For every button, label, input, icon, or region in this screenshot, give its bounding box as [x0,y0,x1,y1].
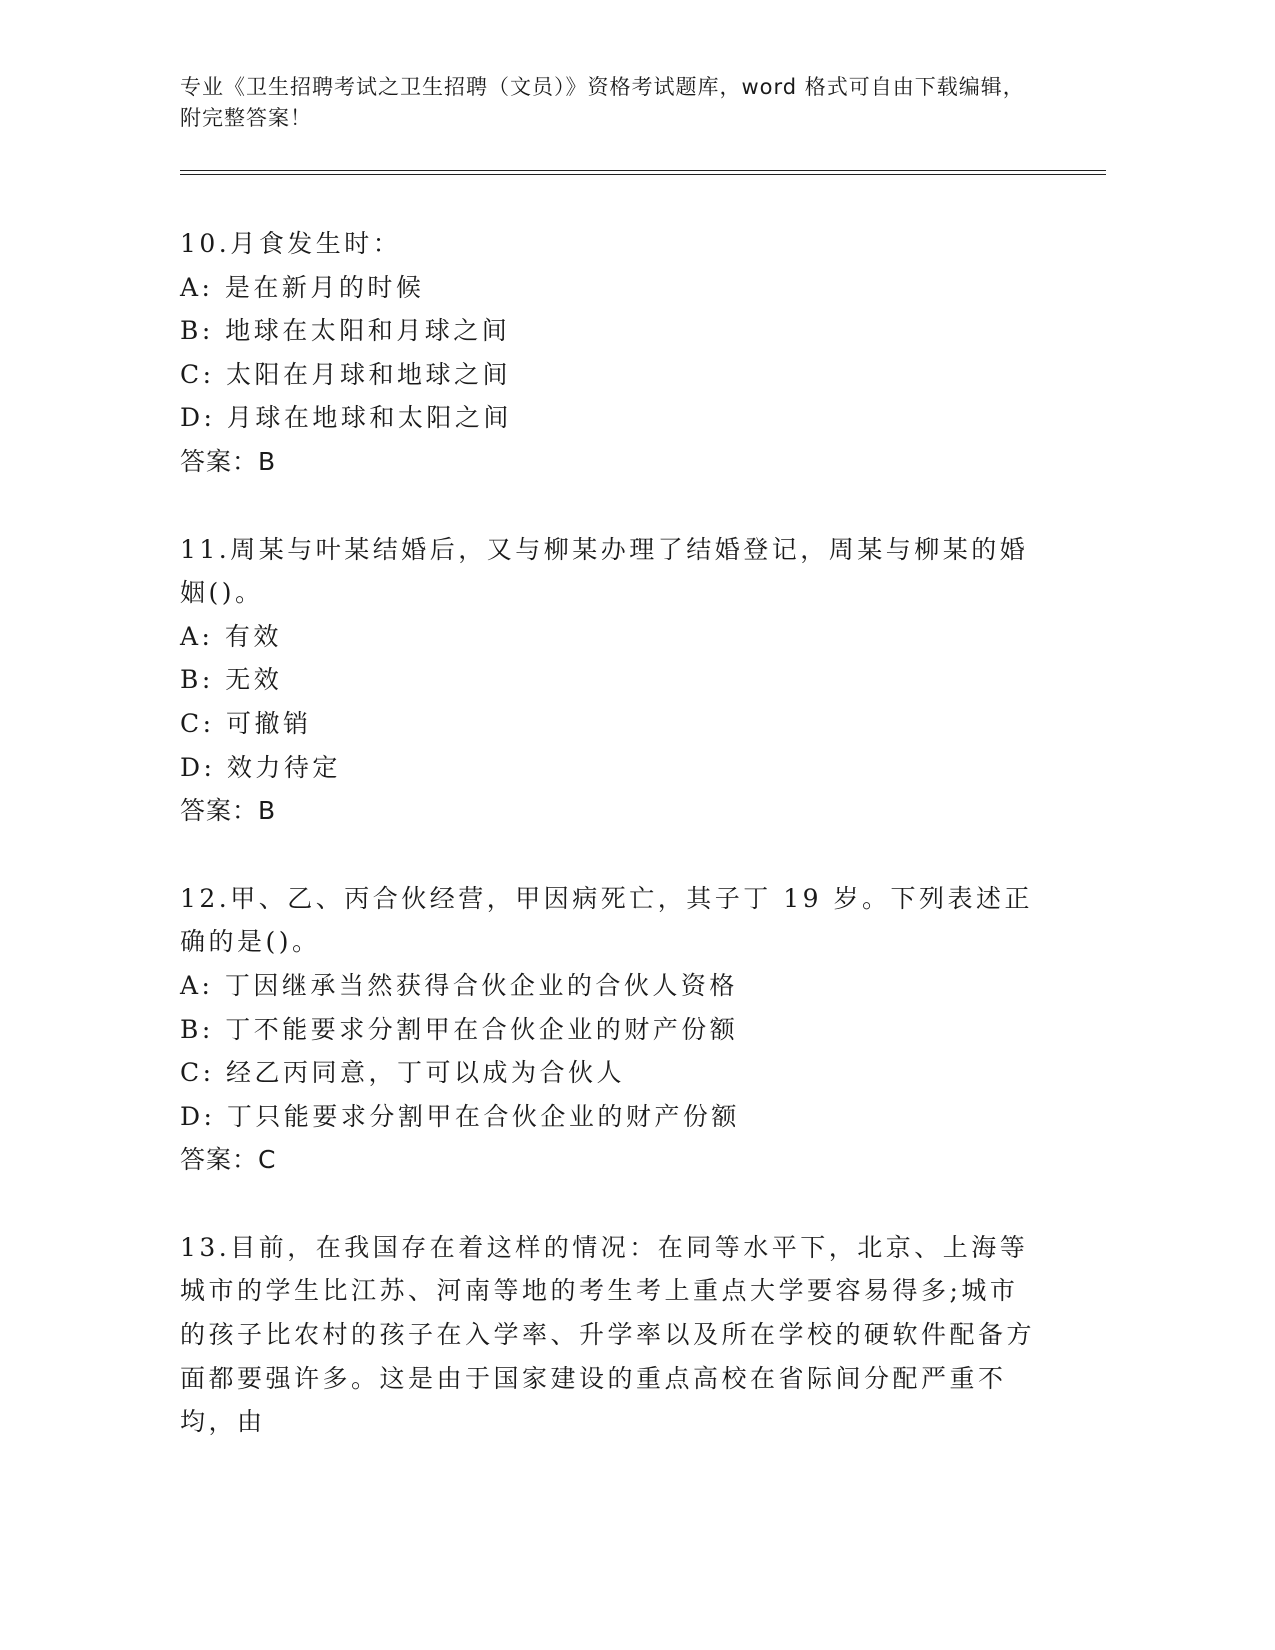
header-divider-top [180,170,1106,171]
question-stem: 13.目前，在我国存在着这样的情况：在同等水平下，北京、上海等城市的学生比江苏、河南等地的考生考上重点大学要容易得多;城市的孩子比农村的孩子在入学率、升学率以及所在学校的硬软件配备方面都要强许多。这是由于国家建设的重点高校在省际间分配严重不均，由 [180,1232,1036,1437]
option-c: C: 经乙丙同意，丁可以成为合伙人 [180,1058,625,1088]
answer-line: 答案：C [180,1145,277,1175]
document-header: 专业《卫生招聘考试之卫生招聘（文员）》资格考试题库，word 格式可自由下载编辑，附完整答案！ [180,75,1025,130]
question-stem: 10.月食发生时： [180,229,402,258]
answer-line: 答案：B [180,446,277,476]
option-a: A: 丁因继承当然获得合伙企业的合伙人资格 [180,970,738,1000]
option-d: D: 丁只能要求分割甲在合伙企业的财产份额 [180,1101,740,1131]
option-a: A: 有效 [180,621,282,651]
option-b: B: 丁不能要求分割甲在合伙企业的财产份额 [180,1014,739,1044]
question-list [180,222,1040,1488]
option-c: C: 太阳在月球和地球之间 [180,359,511,389]
option-a: A: 是在新月的时候 [180,272,425,302]
option-d: D: 月球在地球和太阳之间 [180,403,512,433]
question-stem: 11.周某与叶某结婚后，又与柳某办理了结婚登记，周某与柳某的婚姻()。 [180,534,1029,608]
question-10 [180,222,1040,484]
question-13 [180,1226,1040,1444]
question-11 [180,528,1040,833]
option-b: B: 地球在太阳和月球之间 [180,316,511,346]
question-12 [180,877,1040,1182]
question-stem: 12.甲、乙、丙合伙经营，甲因病死亡，其子丁 19 岁。下列表述正确的是()。 [180,883,1033,957]
header-divider-bottom [180,174,1106,175]
answer-line: 答案：B [180,796,277,826]
option-d: D: 效力待定 [180,752,341,782]
option-b: B: 无效 [180,665,283,695]
option-c: C: 可撤销 [180,708,312,738]
